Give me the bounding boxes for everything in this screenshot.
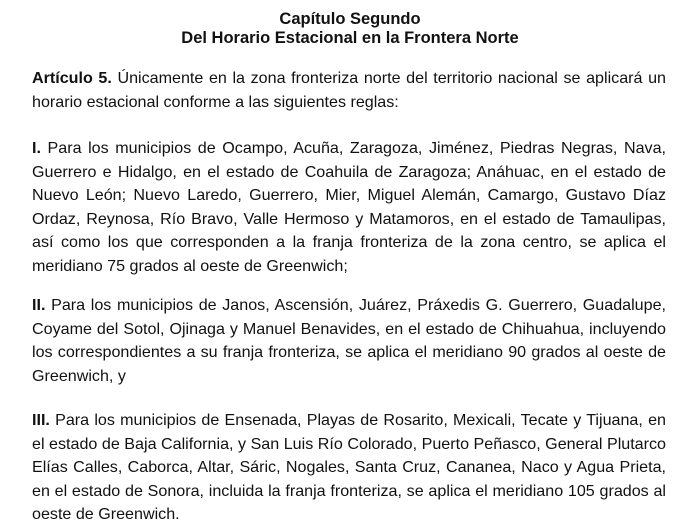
rule-i-paragraph (32, 137, 666, 279)
rule-iii-paragraph (32, 409, 666, 527)
article-paragraph (32, 67, 666, 114)
chapter-heading: Capítulo Segundo (279, 10, 421, 28)
rule-iii-text: Para los municipios de Ensenada, Playas de Rosarito, Mexicali, Tecate y Tijuana, en el estado de Baja California, y San Luis Río Colorado, Puerto Peñasco, General Plutarco Elías Calles, Caborca, Altar, Sáric, Nogales, Santa Cruz, Cananea, Naco y Agua Prieta, en el estado de Sonora, incluida la franja fronteriza, se aplica el meridiano 105 grados al oeste de Greenwich. (32, 411, 666, 524)
rule-ii-paragraph (32, 294, 666, 388)
article-text: Únicamente en la zona fronteriza norte del territorio nacional se aplicará un horario estacional conforme a las siguientes reglas: (32, 69, 666, 111)
rule-i-text: Para los municipios de Ocampo, Acuña, Zaragoza, Jiménez, Piedras Negras, Nava, Guerrero e Hidalgo, en el estado de Coahuila de Zaragoza; Anáhuac, en el estado de Nuevo León; Nuevo Laredo, Guerrero, Mier, Miguel Alemán, Camargo, Gustavo Díaz Ordaz, Reynosa, Río Bravo, Valle Hermoso y Matamoros, en el estado de Tamaulipas, así como los que corresponden a la franja fronteriza de la zona centro, se aplica el meridiano 75 grados al oeste de Greenwich; (32, 139, 666, 275)
rule-ii-text: Para los municipios de Janos, Ascensión, Juárez, Práxedis G. Guerrero, Guadalupe, Coyame del Sotol, Ojinaga y Manuel Benavides, en el estado de Chihuahua, incluyendo los correspondientes a su franja fronteriza, se aplica el meridiano 90 grados al oeste de Greenwich, y (32, 296, 666, 385)
article-label: Artículo 5. (32, 69, 112, 87)
rule-ii-numeral: II. (32, 296, 46, 314)
rule-i-numeral: I. (32, 139, 41, 157)
rule-iii-numeral: III. (32, 411, 50, 429)
chapter-subtitle: Del Horario Estacional en la Frontera Norte (181, 29, 519, 47)
